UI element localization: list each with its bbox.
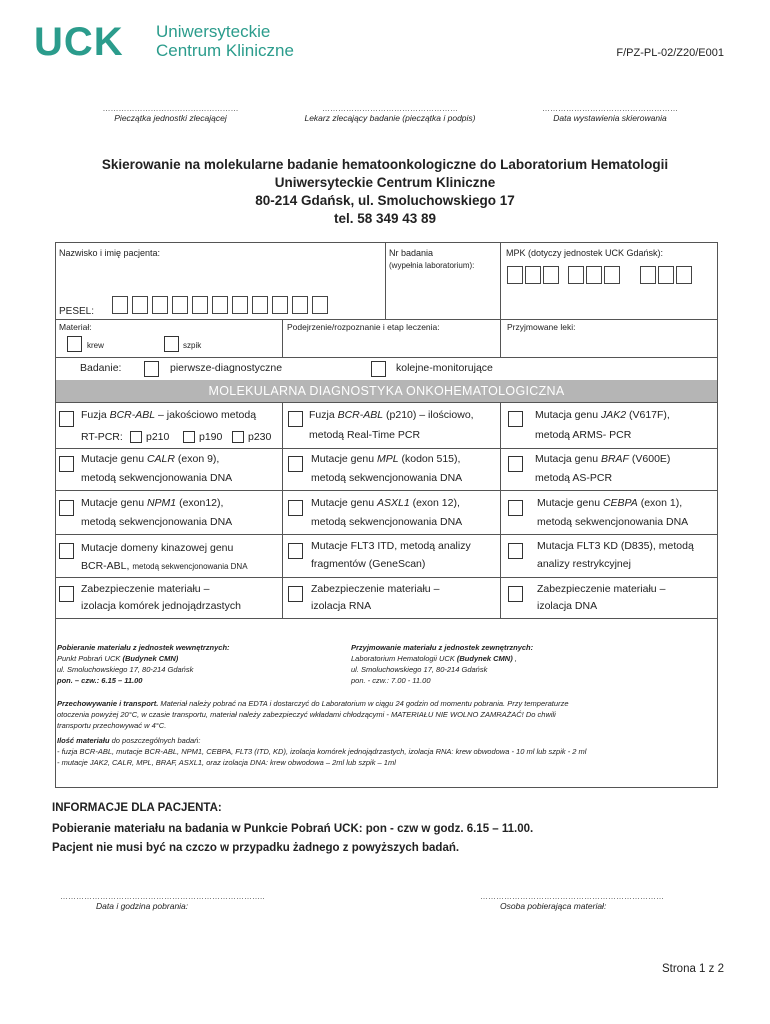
signature-dots: …………………………………………… [102, 104, 239, 113]
asxl1-line-2: metodą sekwencjonowania DNA [311, 516, 463, 528]
jak2-line-1 [535, 405, 670, 426]
option-text: (exon 9), [174, 453, 220, 465]
braf-checkbox[interactable] [508, 456, 523, 472]
dna-isolation-checkbox[interactable] [508, 586, 523, 602]
signature-label: Pieczątka jednostki zlecającej [114, 113, 227, 123]
option-text: Mutacje genu [537, 497, 603, 509]
p190-checkbox[interactable] [183, 431, 195, 443]
external-collection-title: Przyjmowanie materiału z jednostek zewnętrznych: [351, 643, 534, 652]
internal-collection-line-2: ul. Smoluchowskiego 17, 80-214 Gdańsk [57, 665, 194, 674]
transport-line-3: transportu przechowywać w 4°C. [57, 721, 167, 730]
gene-name: BCR-ABL [337, 409, 384, 421]
internal-collection-hours: pon. – czw.: 6.15 – 11.00 [57, 676, 143, 685]
signature-dots: …………………………………………… [542, 104, 678, 113]
transport-line-1 [57, 698, 717, 709]
mpk-digit[interactable] [525, 266, 541, 284]
dna-line-1: Zabezpieczenie materiału – [537, 583, 666, 595]
collection-building: (Budynek CMN) [122, 654, 179, 663]
bcr-abl-kinase-checkbox[interactable] [59, 543, 74, 559]
transport-line-2: otoczenia powyżej 20°C, w czasie transportu, materiał należy zabezpieczyć wkładami chłodzącymi - MATERIAŁU NIE WOLNO ZAMRAŻAĆ! Do chwili [57, 710, 556, 719]
collection-text: Punkt Pobrań UCK [57, 654, 123, 663]
asxl1-checkbox[interactable] [288, 500, 303, 516]
option-text: (V600E) [628, 453, 671, 465]
pesel-digit[interactable] [312, 296, 328, 314]
signature-date [520, 104, 700, 123]
p190-label: p190 [199, 431, 223, 443]
npm1-line-1 [81, 493, 223, 514]
flt3-kd-line-2: analizy restrykcyjnej [537, 558, 631, 570]
test-type-label: Badanie: [80, 362, 122, 374]
mpk-digit[interactable] [543, 266, 559, 284]
form-code: F/PZ-PL-02/Z20/E001 [616, 47, 724, 59]
gene-name: BRAF [600, 453, 629, 465]
flt3-itd-line-2: fragmentów (GeneScan) [311, 558, 426, 570]
flt3-kd-line-1: Mutacja FLT3 KD (D835), metodą [537, 540, 694, 552]
divider [500, 242, 501, 357]
flt3-kd-checkbox[interactable] [508, 543, 523, 559]
option-text: Mutacja genu [535, 453, 601, 465]
signature-unit-stamp [78, 104, 263, 123]
gene-name: NPM1 [146, 497, 177, 509]
divider [500, 402, 501, 618]
p230-checkbox[interactable] [232, 431, 244, 443]
signature-label: Data i godzina pobrania: [96, 901, 189, 911]
quantity-line-1: - fuzja BCR-ABL, mutacje BCR-ABL, NPM1, CEBPA, FLT3 (ITD, KD), izolacja komórek jednojądrzastych, izolacja RNA: krew obwodowa - 10 ml lub szpik - 2 ml [57, 747, 587, 756]
pesel-digit[interactable] [252, 296, 268, 314]
bcr-abl-quant-checkbox[interactable] [288, 411, 303, 427]
transport-heading: Przechowywanie i transport. [57, 699, 159, 708]
pesel-digit[interactable] [112, 296, 128, 314]
braf-line-1 [535, 449, 670, 470]
bcr-abl-kinase-line-1: Mutacje domeny kinazowej genu [81, 542, 234, 554]
option-text: Fuzja [81, 409, 110, 421]
signature-dots: ………………………………………………………………….. [60, 892, 265, 901]
external-collection-line-2: ul. Smoluchowskiego 17, 80-214 Gdańsk [351, 665, 488, 674]
gene-name: CEBPA [602, 497, 638, 509]
molecular-section-header: MOLEKULARNA DIAGNOSTYKA ONKOHEMATOLOGICZNA [56, 380, 717, 402]
divider [55, 534, 718, 535]
material-blood-label: krew [87, 341, 104, 350]
bcr-abl-qual-line-2: RT-PCR: [81, 431, 123, 443]
option-text: BCR-ABL, [81, 560, 133, 572]
option-text: Mutacje genu [81, 453, 147, 465]
title-line-2: Uniwersyteckie Centrum Kliniczne [274, 175, 496, 190]
rna-isolation-checkbox[interactable] [288, 586, 303, 602]
divider [282, 402, 283, 618]
external-collection-line-1 [351, 653, 533, 664]
calr-checkbox[interactable] [59, 456, 74, 472]
mpl-line-1 [311, 449, 460, 470]
divider [55, 402, 718, 403]
signature-collector [480, 892, 664, 911]
p210-label: p210 [146, 431, 170, 443]
pesel-digit[interactable] [232, 296, 248, 314]
patient-name-label: Nazwisko i imię pacjenta: [59, 248, 161, 258]
signature-collection-date [60, 892, 280, 911]
mononuclear-line-1: Zabezpieczenie materiału – [81, 583, 210, 595]
mpk-digit[interactable] [676, 266, 692, 284]
option-text: (V617F), [626, 409, 670, 421]
internal-collection-line-1 [57, 653, 230, 664]
mpk-label: MPK (dotyczy jednostek UCK Gdańsk): [506, 248, 664, 258]
jak2-checkbox[interactable] [508, 411, 523, 427]
divider [385, 242, 386, 319]
p210-checkbox[interactable] [130, 431, 142, 443]
pesel-label: PESEL: [59, 306, 95, 317]
drugs-label: Przyjmowane leki: [507, 322, 576, 332]
signature-label: Data wystawienia skierowania [553, 113, 667, 123]
cebpa-line-2: metodą sekwencjonowania DNA [537, 516, 689, 528]
mpl-line-2: metodą sekwencjonowania DNA [311, 472, 463, 484]
dna-line-2: izolacja DNA [537, 600, 598, 612]
bcr-abl-kinase-line-2 [81, 556, 248, 577]
gene-name: ASXL1 [376, 497, 410, 509]
patient-info-title: INFORMACJE DLA PACJENTA: [52, 802, 222, 814]
logo-line-2: Centrum Kliniczne [156, 41, 294, 60]
logo-line-1: Uniwersyteckie [156, 22, 271, 41]
mononuclear-line-2: izolacja komórek jednojądrzastych [81, 600, 241, 612]
material-blood-checkbox[interactable] [67, 336, 82, 352]
pesel-digit[interactable] [152, 296, 168, 314]
option-text: Mutacje genu [311, 453, 377, 465]
signature-dots: …………………………………………………………… [480, 892, 664, 901]
signature-dots: …………………………………………… [322, 104, 458, 113]
page-number: Strona 1 z 2 [661, 963, 724, 975]
cebpa-checkbox[interactable] [508, 500, 523, 516]
divider [55, 490, 718, 491]
signature-label: Osoba pobierająca materiał: [500, 901, 607, 911]
test-first-label: pierwsze-diagnostyczne [170, 362, 283, 374]
npm1-line-2: metodą sekwencjonowania DNA [81, 516, 233, 528]
quantity-bold: Ilość materiału [57, 736, 110, 745]
mpk-digit[interactable] [507, 266, 523, 284]
option-text: (exon 12), [409, 497, 460, 509]
external-collection-hours: pon. - czw.: 7.00 - 11.00 [351, 676, 431, 685]
page-title [0, 156, 770, 228]
gene-name: JAK2 [600, 409, 627, 421]
test-number-note: (wypełnia laboratorium): [389, 261, 475, 270]
jak2-line-2: metodą ARMS- PCR [535, 429, 632, 441]
title-line-3: 80-214 Gdańsk, ul. Smoluchowskiego 17 [255, 193, 515, 208]
bcr-abl-qual-line-1 [81, 405, 256, 426]
flt3-itd-checkbox[interactable] [288, 543, 303, 559]
braf-line-2: metodą AS-PCR [535, 472, 613, 484]
diagnosis-label: Podejrzenie/rozpoznanie i etap leczenia: [287, 322, 440, 332]
internal-collection [57, 642, 230, 686]
p230-label: p230 [248, 431, 272, 443]
internal-collection-title: Pobieranie materiału z jednostek wewnętrznych: [57, 643, 230, 652]
bcr-abl-quant-line-1 [309, 405, 474, 426]
transport-text: Materiał należy pobrać na EDTA i dostarczyć do Laboratorium w ciągu 24 godzin od momentu pobrania. Przy temperaturze [158, 699, 569, 708]
test-number-label: Nr badania [389, 248, 434, 258]
material-label: Materiał: [59, 322, 92, 332]
test-first-checkbox[interactable] [144, 361, 159, 377]
cebpa-line-1 [537, 493, 682, 514]
logo-text [156, 22, 294, 60]
option-text: – jakościowo metodą [155, 409, 257, 421]
option-method: metodą sekwencjonowania DNA [132, 562, 248, 571]
test-monitoring-label: kolejne-monitorujące [396, 362, 493, 374]
pesel-digit[interactable] [192, 296, 208, 314]
collection-text: Laboratorium Hematologii UCK [351, 654, 457, 663]
option-text: (kodon 515), [398, 453, 461, 465]
calr-line-2: metodą sekwencjonowania DNA [81, 472, 233, 484]
gene-name: MPL [376, 453, 399, 465]
pesel-digit[interactable] [272, 296, 288, 314]
flt3-itd-line-1: Mutacje FLT3 ITD, metodą analizy [311, 540, 471, 552]
option-text: Mutacje genu [81, 497, 147, 509]
pesel-digit[interactable] [212, 296, 228, 314]
option-text: Mutacje genu [311, 497, 377, 509]
option-text: Mutacja genu [535, 409, 601, 421]
divider [55, 577, 718, 578]
mononuclear-isolation-checkbox[interactable] [59, 586, 74, 602]
mpk-digit[interactable] [586, 266, 602, 284]
rna-line-1: Zabezpieczenie materiału – [311, 583, 440, 595]
divider [55, 618, 718, 619]
gene-name: CALR [146, 453, 175, 465]
npm1-checkbox[interactable] [59, 500, 74, 516]
pesel-digit[interactable] [292, 296, 308, 314]
bcr-abl-quant-line-2: metodą Real-Time PCR [309, 429, 421, 441]
collection-building: (Budynek CMN) [456, 654, 513, 663]
mpk-digit[interactable] [568, 266, 584, 284]
external-collection [351, 642, 533, 686]
material-marrow-checkbox[interactable] [164, 336, 179, 352]
quantity-line-2: - mutacje JAK2, CALR, MPL, BRAF, ASXL1, oraz izolacja DNA: krew obwodowa – 2ml lub szpik – 1ml [57, 758, 396, 767]
divider [55, 357, 718, 358]
mpl-checkbox[interactable] [288, 456, 303, 472]
quantity-text: do poszczególnych badań: [109, 736, 201, 745]
option-text: (exon12), [176, 497, 224, 509]
option-text: (exon 1), [637, 497, 683, 509]
patient-info-line-1: Pobieranie materiału na badania w Punkcie Pobrań UCK: pon - czw w godz. 6.15 – 11.00. [52, 823, 534, 835]
pesel-digit[interactable] [172, 296, 188, 314]
test-monitoring-checkbox[interactable] [371, 361, 386, 377]
title-line-4: tel. 58 349 43 89 [333, 211, 437, 226]
signature-label: Lekarz zlecający badanie (pieczątka i podpis) [304, 113, 476, 123]
material-marrow-label: szpik [183, 341, 202, 350]
mpk-digit[interactable] [658, 266, 674, 284]
calr-line-1 [81, 449, 219, 470]
mpk-digit[interactable] [640, 266, 656, 284]
title-line-1: Skierowanie na molekularne badanie hematoonkologiczne do Laboratorium Hematologii [101, 157, 669, 172]
pesel-digit[interactable] [132, 296, 148, 314]
patient-info-line-2: Pacjent nie musi być na czczo w przypadku żadnego z powyższych badań. [52, 842, 460, 854]
divider [55, 319, 718, 320]
quantity-heading [57, 735, 717, 746]
mpk-digit[interactable] [604, 266, 620, 284]
gene-name: BCR-ABL [109, 409, 156, 421]
logo-mark: UCK [34, 20, 124, 64]
signature-doctor [285, 104, 495, 123]
divider [282, 319, 283, 357]
transport-info [57, 698, 717, 768]
option-text: Fuzja [309, 409, 338, 421]
asxl1-line-1 [311, 493, 460, 514]
collection-text: , [512, 654, 517, 663]
rna-line-2: izolacja RNA [311, 600, 372, 612]
bcr-abl-qual-checkbox[interactable] [59, 411, 74, 427]
option-text: (p210) – ilościowo, [383, 409, 474, 421]
